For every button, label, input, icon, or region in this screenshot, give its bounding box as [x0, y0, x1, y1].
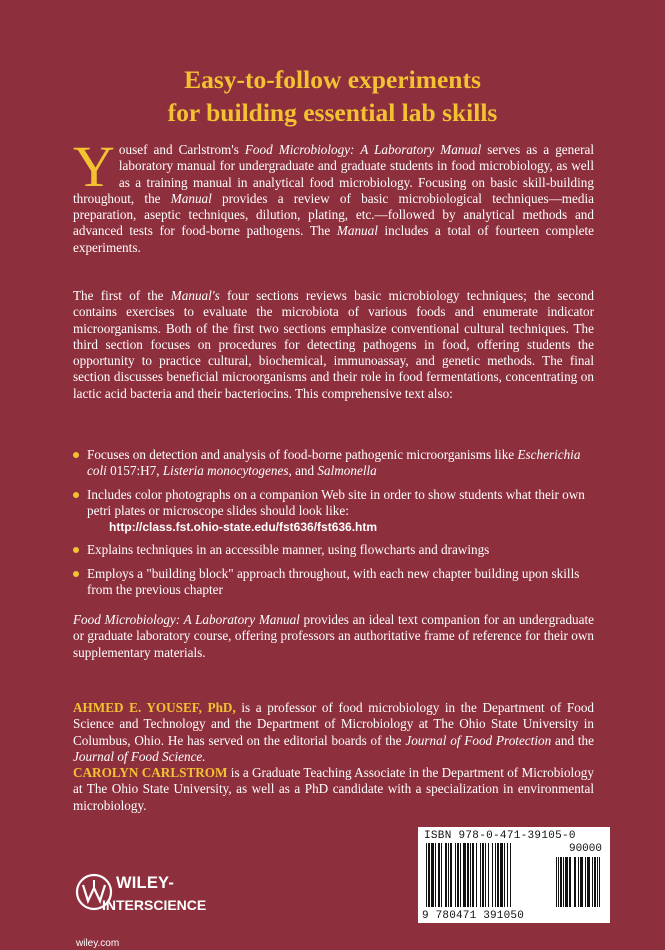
drop-cap: Y	[73, 134, 115, 199]
headline	[40, 63, 625, 129]
headline-line-1: Easy-to-follow experiments	[184, 65, 481, 94]
isbn-text: ISBN 978-0-471-39105-0	[424, 830, 576, 842]
bullet-icon	[73, 492, 79, 498]
headline-line-2: for building essential lab skills	[167, 98, 498, 127]
barcode-number: 9 780471 391050	[422, 910, 525, 922]
list-item: Includes color photographs on a companion Web site in order to show students what their own petri plates or microscope slides should look like: http://class.fst.ohio-state.edu/fst636/fst636.htm	[73, 487, 594, 536]
publisher-logo	[74, 870, 284, 930]
price-code: 90000	[568, 843, 602, 855]
author-bio-carlstrom: CAROLYN CARLSTROM is a Graduate Teaching Associate in the Department of Microbiology at The Ohio State University, as well as a PhD candidate with a specialization in environmental microbiology.	[73, 765, 594, 813]
list-item: Employs a "building block" approach throughout, with each new chapter building upon skills from the previous chapter	[73, 566, 594, 599]
feature-list	[73, 447, 594, 605]
companion-url[interactable]: http://class.fst.ohio-state.edu/fst636/fst636.htm	[109, 520, 378, 535]
bullet-icon	[73, 547, 79, 553]
summary-paragraph: Food Microbiology: A Laboratory Manual provides an ideal text companion for an undergraduate or graduate laboratory course, offering professors an authoritative frame of reference for their own supplementary materials.	[73, 612, 595, 660]
sections-paragraph: The first of the Manual's four sections reviews basic microbiology techniques; the second contains exercises to evaluate the microbiota of various foods and enumerate indicator microorganisms. Both of the first two sections emphasize conventional cultural techniques. The third section focuses on procedures for detecting pathogens in food, offering students the opportunity to practice cultural, biochemical, immunoassay, and genetic methods. The final section discusses beneficial microorganisms and their role in food fermentations, concentrating on lactic acid bacteria and their bacteriocins. This comprehensive text also:	[73, 288, 594, 401]
author-name: CAROLYN CARLSTROM	[73, 765, 228, 780]
bullet-icon	[73, 571, 79, 577]
isbn-barcode	[418, 827, 610, 923]
publisher-name-line-1: WILEY-	[116, 874, 175, 892]
author-bio-yousef: AHMED E. YOUSEF, PhD, is a professor of food microbiology in the Department of Food Science and Technology and the Department of Microbiology at The Ohio State University in Columbus, Ohio. He has served on the editorial boards of the Journal of Food Protection and the Journal of Food Science.	[73, 700, 595, 764]
intro-paragraph: Yousef and Carlstrom's Food Microbiology: A Laboratory Manual serves as a general laboratory manual for undergraduate and graduate students in food microbiology, as well as a training manual in analytical food microbiology. Focusing on basic skill-building throughout, the Manual provides a review of basic microbiological techniques—media preparation, aseptic techniques, dilution, plating, etc.—followed by analytical methods and advanced tests for food-borne pathogens. The Manual includes a total of fourteen complete experiments.	[73, 134, 595, 255]
publisher-name-line-2: INTERSCIENCE	[102, 897, 207, 913]
list-item: Focuses on detection and analysis of food-borne pathogenic microorganisms like Escherichia coli 0157:H7, Listeria monocytogenes, and Salmonella	[73, 447, 594, 480]
bullet-icon	[73, 452, 79, 458]
barcode-icon	[424, 843, 604, 909]
author-name: AHMED E. YOUSEF, PhD,	[73, 700, 236, 715]
list-item: Explains techniques in an accessible manner, using flowcharts and drawings	[73, 542, 594, 558]
publisher-website[interactable]: wiley.com	[76, 938, 120, 949]
